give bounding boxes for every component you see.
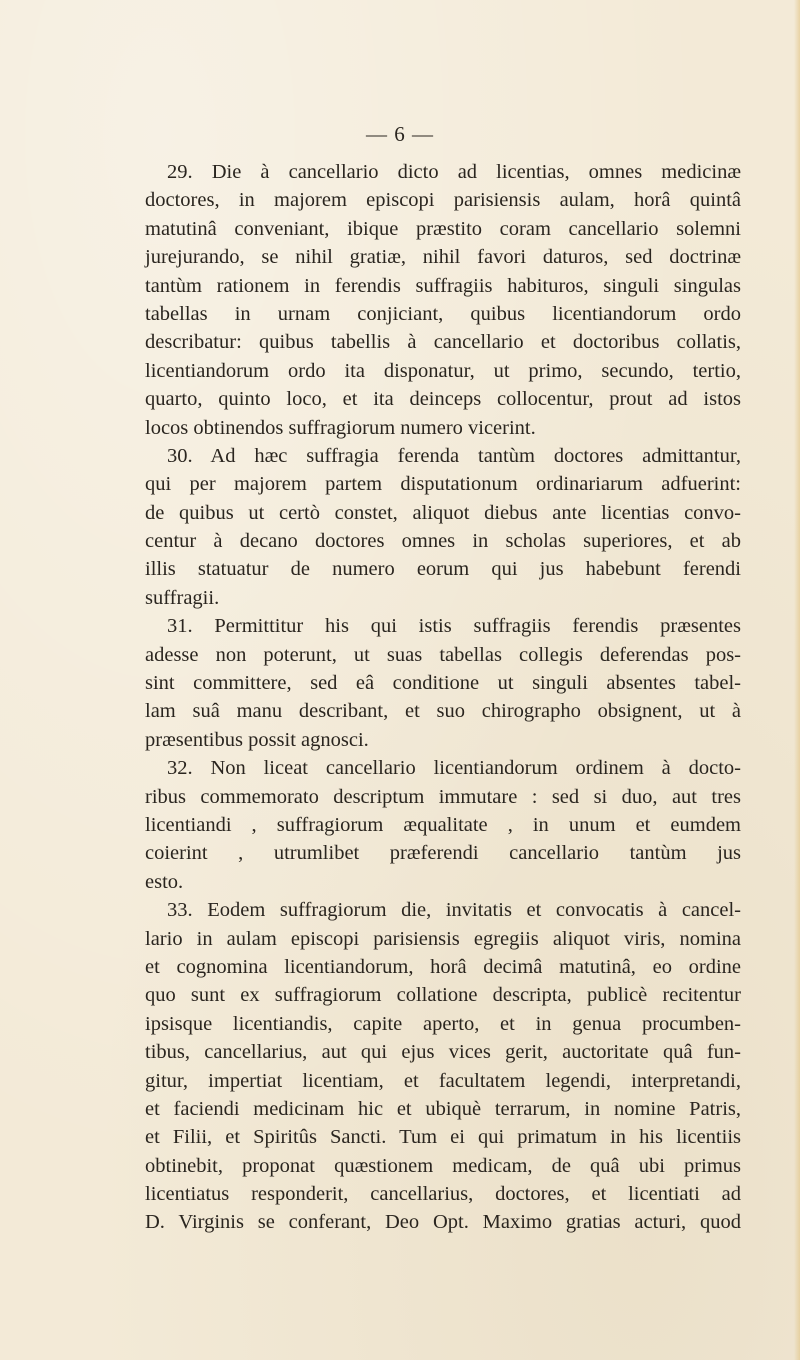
text-line: D. Virginis se conferant, Deo Opt. Maximo gratias acturi, quod xyxy=(145,1211,741,1234)
text-line: tabellas in urnam conjiciant, quibus licentiandorum ordo xyxy=(145,302,741,325)
text-line: licentiatus responderit, cancellarius, doctores, et licentiati ad xyxy=(145,1183,741,1206)
text-line: quo sunt ex suffragiorum collatione descripta, publicè recitentur xyxy=(145,984,741,1007)
text-line: quarto, quinto loco, et ita deinceps collocentur, prout ad istos xyxy=(145,388,741,411)
text-line: jurejurando, se nihil gratiæ, nihil favori daturos, sed doctrinæ xyxy=(145,246,741,269)
page-edge xyxy=(794,0,800,1360)
text-line: et cognomina licentiandorum, horâ decimâ matutinâ, eo ordine xyxy=(145,955,741,978)
text-line: et faciendi medicinam hic et ubiquè terrarum, in nomine Patris, xyxy=(145,1097,741,1120)
text-line: licentiandi , suffragiorum æqualitate , in unum et eumdem xyxy=(145,813,741,836)
text-line: 32. Non liceat cancellario licentiandorum ordinem à docto- xyxy=(167,757,741,780)
text-line: de quibus ut certò constet, aliquot diebus ante licentias convo- xyxy=(145,501,741,524)
text-line: lam suâ manu describant, et suo chirographo obsignent, ut à xyxy=(145,700,741,723)
text-line: sint committere, sed eâ conditione ut singuli absentes tabel- xyxy=(145,672,741,695)
text-line: qui per majorem partem disputationum ordinariarum adfuerint: xyxy=(145,473,741,496)
text-line: doctores, in majorem episcopi parisiensis aulam, horâ quintâ xyxy=(145,189,741,212)
text-line: describatur: quibus tabellis à cancellario et doctoribus collatis, xyxy=(145,331,741,354)
text-line: adesse non poterunt, ut suas tabellas collegis deferendas pos- xyxy=(145,643,741,666)
text-line: obtinebit, proponat quæstionem medicam, de quâ ubi primus xyxy=(145,1154,741,1177)
text-line: centur à decano doctores omnes in scholas superiores, et ab xyxy=(145,530,741,553)
text-line: præsentibus possit agnosci. xyxy=(145,728,369,751)
text-line: locos obtinendos suffragiorum numero vicerint. xyxy=(145,416,536,439)
text-line: tantùm rationem in ferendis suffragiis habituros, singuli singulas xyxy=(145,274,741,297)
text-line: suffragii. xyxy=(145,586,220,609)
text-line: tibus, cancellarius, aut qui ejus vices gerit, auctoritate quâ fun- xyxy=(145,1041,741,1064)
text-line: coierint , utrumlibet præferendi cancellario tantùm jus xyxy=(145,842,741,865)
text-line: ribus commemorato descriptum immutare : sed si duo, aut tres xyxy=(145,785,741,808)
text-line: 29. Die à cancellario dicto ad licentias, omnes medicinæ xyxy=(167,161,741,183)
text-line: 30. Ad hæc suffragia ferenda tantùm doctores admittantur, xyxy=(167,444,741,467)
text-line: illis statuatur de numero eorum qui jus habebunt ferendi xyxy=(145,558,741,581)
text-line: gitur, impertiat licentiam, et facultatem legendi, interpretandi, xyxy=(145,1069,741,1092)
text-line: 31. Permittitur his qui istis suffragiis ferendis præsentes xyxy=(167,615,741,638)
text-line: esto. xyxy=(145,870,184,893)
text-line: lario in aulam episcopi parisiensis egregiis aliquot viris, nomina xyxy=(145,927,741,950)
page-number: — 6 — xyxy=(366,122,434,146)
text-line: et Filii, et Spiritûs Sancti. Tum ei qui primatum in his licentiis xyxy=(145,1126,741,1149)
text-line: ipsisque licentiandis, capite aperto, et in genua procumben- xyxy=(145,1012,741,1035)
text-line: matutinâ conveniant, ibique præstito coram cancellario solemni xyxy=(145,217,741,240)
text-line: 33. Eodem suffragiorum die, invitatis et convocatis à cancel- xyxy=(167,899,741,922)
text-line: licentiandorum ordo ita disponatur, ut primo, secundo, tertio, xyxy=(145,359,741,382)
body-text xyxy=(145,158,741,1237)
